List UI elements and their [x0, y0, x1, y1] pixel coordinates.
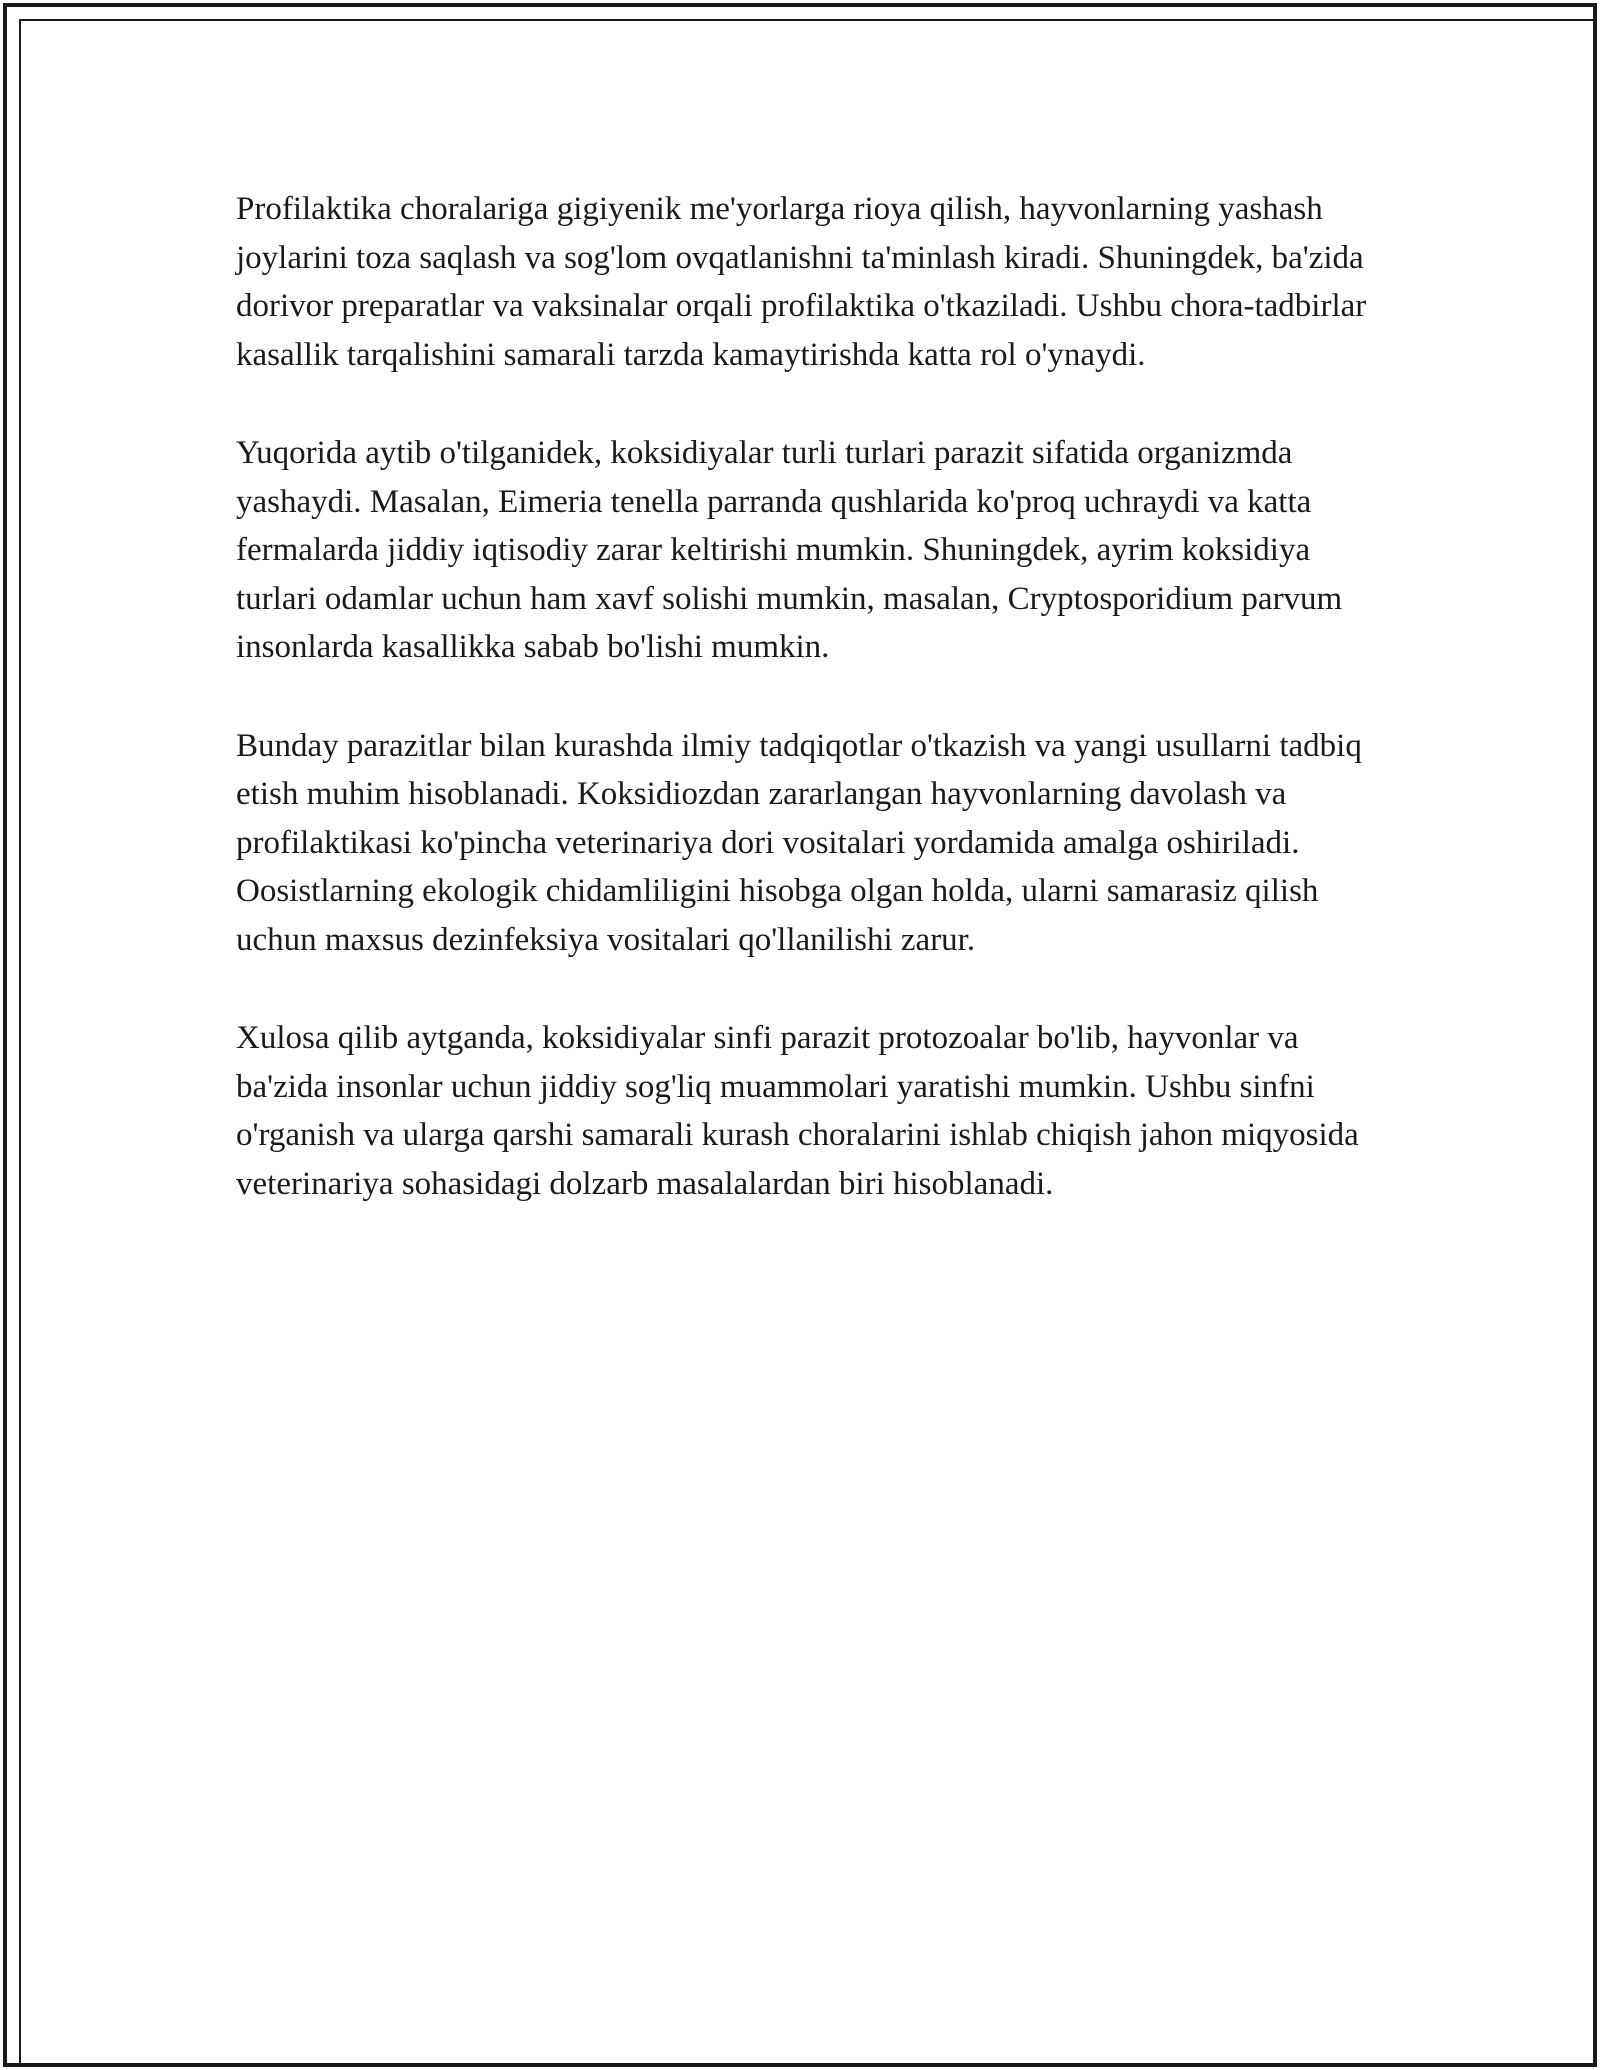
paragraph-conclusion: Xulosa qilib aytganda, koksidiyalar sinfi parazit protozoalar bo'lib, hayvonlar va ba'zida insonlar uchun jiddiy sog'liq muammolari yaratishi mumkin. Ushbu sinfni o'rganish va ularga qarshi samarali kurash choralarini ishlab chiqish jahon miqyosida veterinariya sohasidagi dolzarb masalalardan biri hisoblanadi. — [236, 1020, 1359, 1202]
document-body — [236, 185, 1386, 1258]
paragraph-species: Yuqorida aytib o'tilganidek, koksidiyalar turli turlari parazit sifatida organizmda yashaydi. Masalan, Eimeria tenella parranda qushlarida ko'proq uchraydi va katta fermalarda jiddiy iqtisodiy zarar keltirishi mumkin. Shuningdek, ayrim koksidiya turlari odamlar uchun ham xavf solishi mumkin, masalan, Cryptosporidium parvum insonlarda kasallikka sabab bo'lishi mumkin. — [236, 435, 1343, 665]
paragraph-prevention: Profilaktika choralariga gigiyenik me'yorlarga rioya qilish, hayvonlarning yashash joylarini toza saqlash va sog'lom ovqatlanishni ta'minlash kiradi. Shuningdek, ba'zida dorivor preparatlar va vaksinalar orqali profilaktika o'tkaziladi. Ushbu chora-tadbirlar kasallik tarqalishini samarali tarzda kamaytirishda katta rol o'ynaydi. — [236, 191, 1367, 373]
paragraph-control-methods: Bunday parazitlar bilan kurashda ilmiy tadqiqotlar o'tkazish va yangi usullarni tadbiq etish muhim hisoblanadi. Koksidiozdan zararlangan hayvonlarning davolash va profilaktikasi ko'pincha veterinariya dori vositalari yordamida amalga oshiriladi. Oosistlarning ekologik chidamliligini hisobga olgan holda, ularni samarasiz qilish uchun maxsus dezinfeksiya vositalari qo'llanilishi zarur. — [236, 727, 1362, 958]
